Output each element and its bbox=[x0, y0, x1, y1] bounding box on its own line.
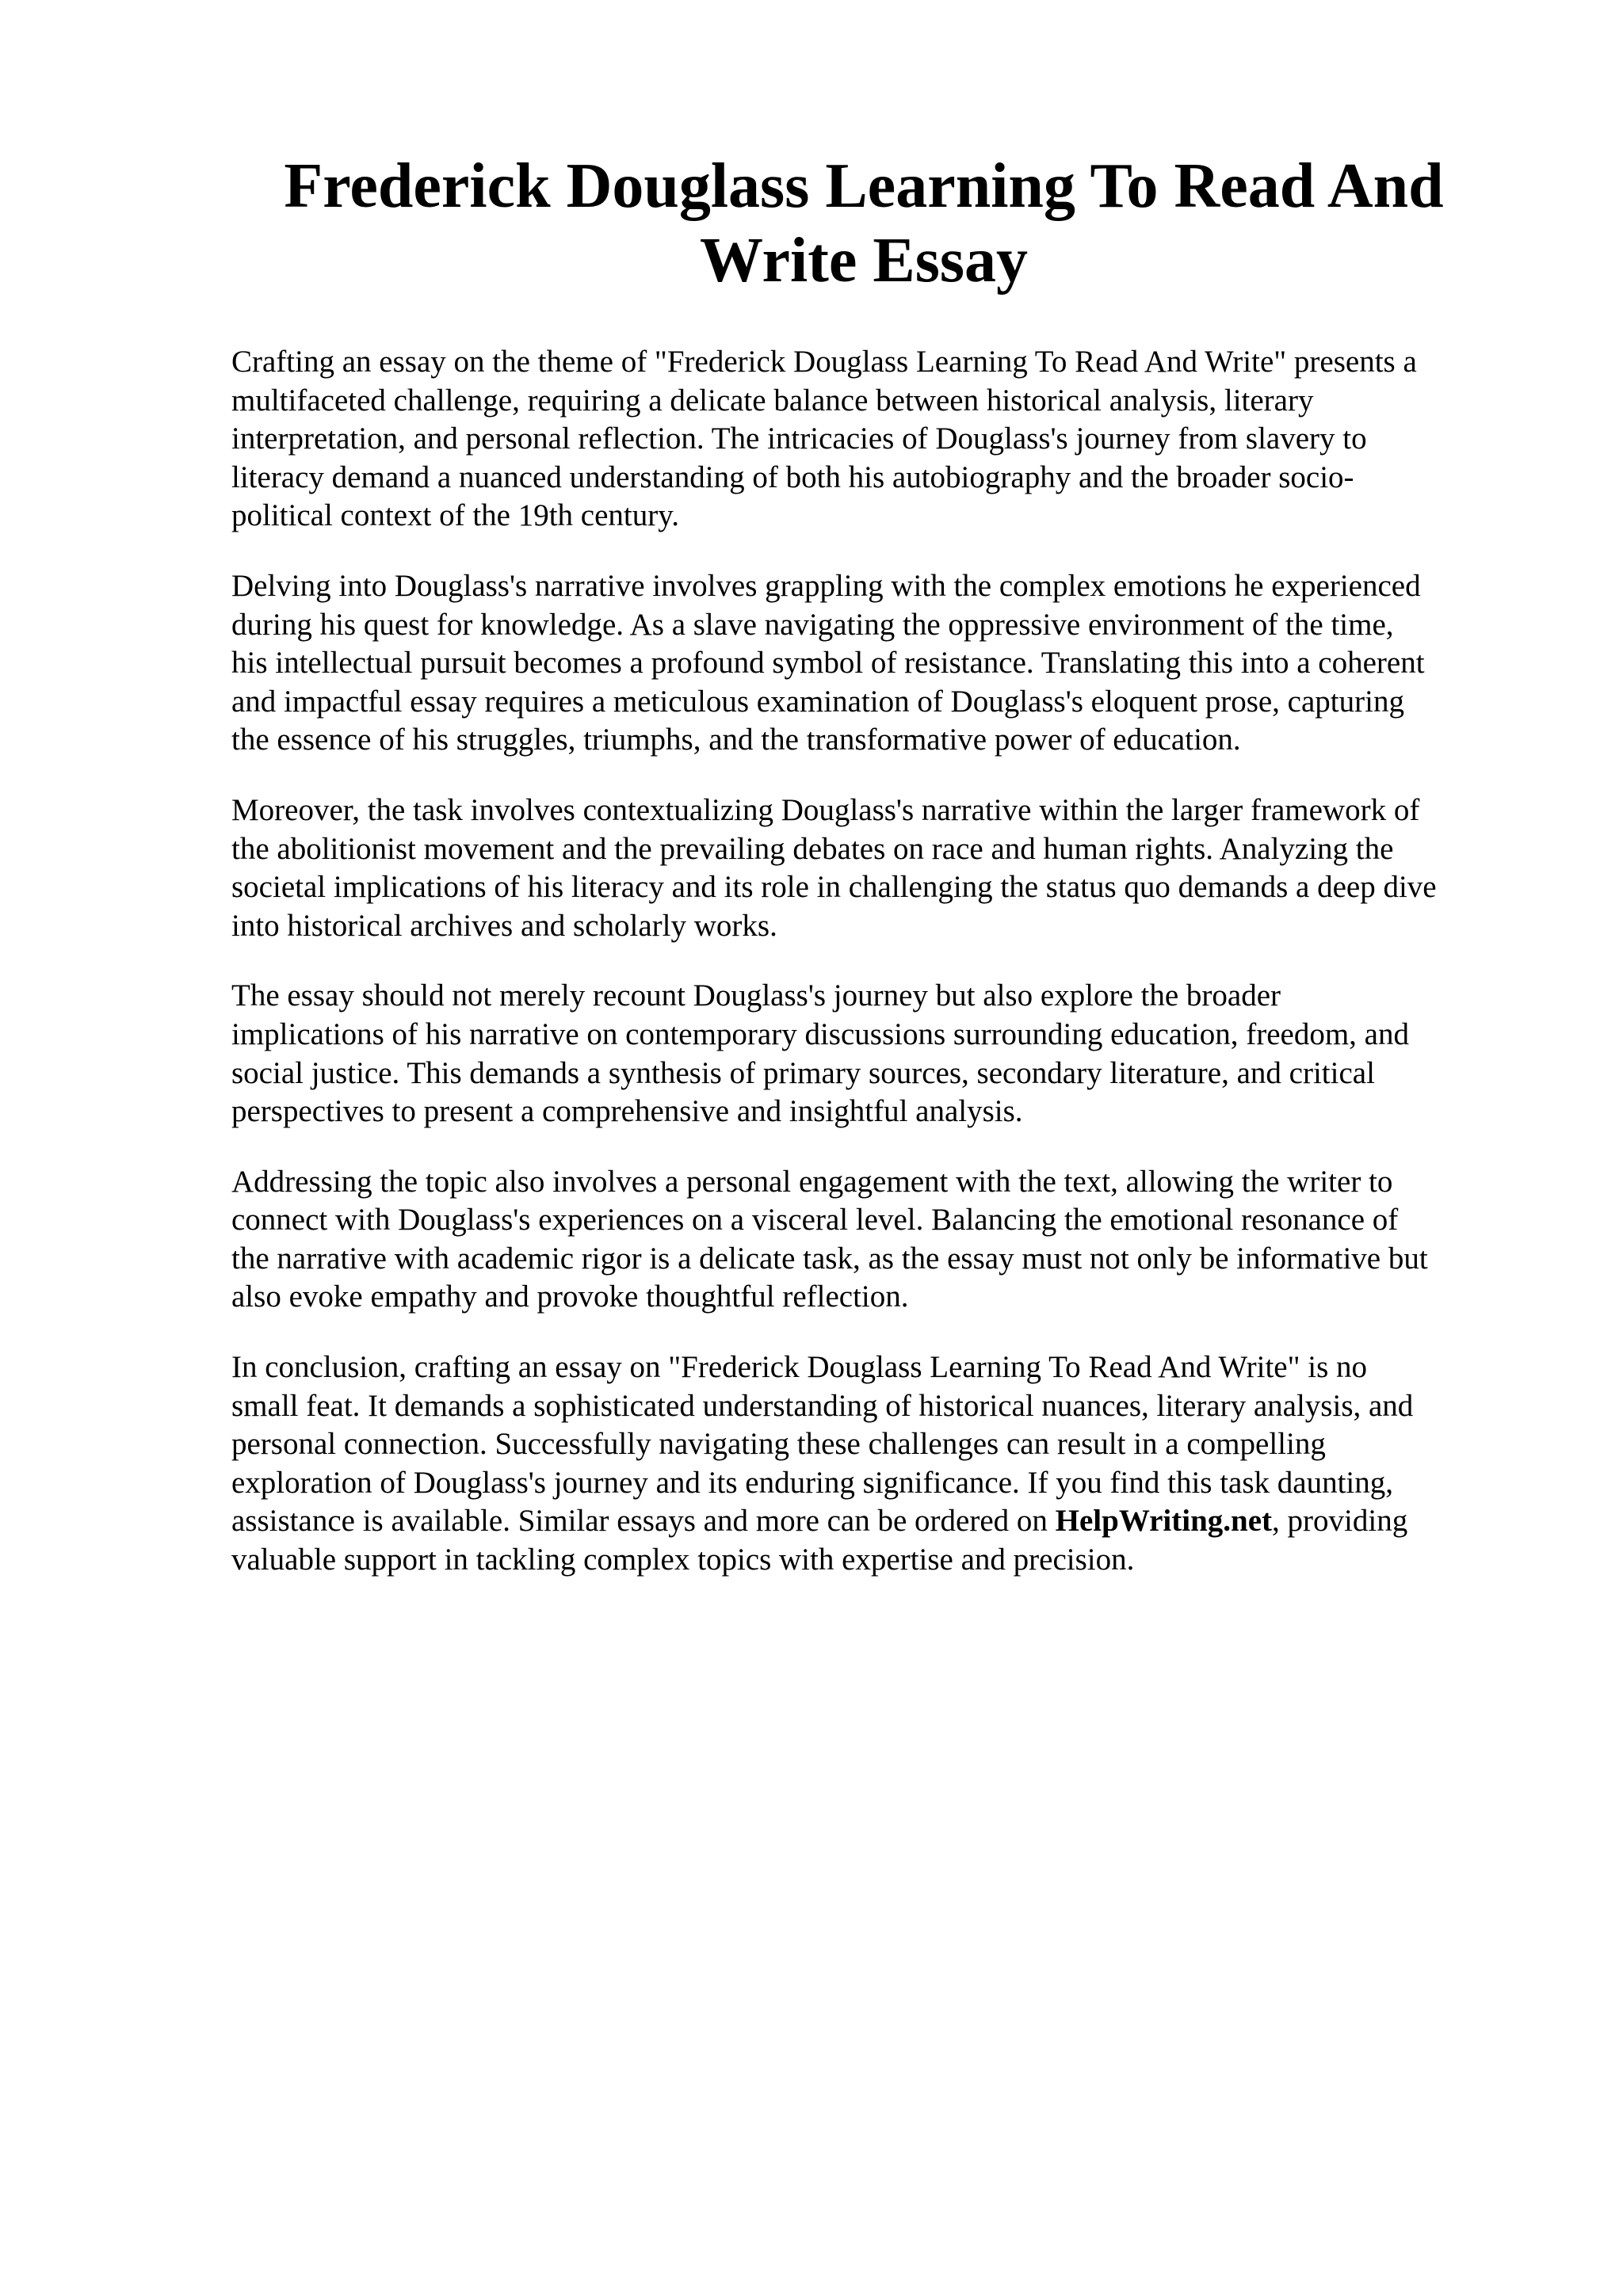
paragraph-line: the essence of his struggles, triumphs, and the transformative power of education. bbox=[231, 723, 1241, 757]
helpwriting-link[interactable]: HelpWriting.net bbox=[1055, 1504, 1273, 1539]
paragraph-line: also evoke empathy and provoke thoughtful reflection. bbox=[231, 1280, 909, 1314]
paragraph-line: social justice. This demands a synthesis of primary sources, secondary literature, and critical bbox=[231, 1055, 1375, 1090]
paragraph-line: small feat. It demands a sophisticated understanding of historical nuances, literary analysis, and bbox=[231, 1388, 1414, 1423]
link-lead-text: assistance is available. Similar essays and more can be ordered on bbox=[231, 1504, 1056, 1539]
paragraph-line: multifaceted challenge, requiring a delicate balance between historical analysis, literary bbox=[231, 383, 1314, 418]
paragraph-line: Moreover, the task involves contextualizing Douglass's narrative within the larger framework of bbox=[231, 792, 1420, 827]
paragraph-line: societal implications of his literacy and its role in challenging the status quo demands a deep dive bbox=[231, 870, 1437, 905]
paragraph-2 bbox=[231, 567, 1519, 760]
paragraph-line: Delving into Douglass's narrative involves grappling with the complex emotions he experienced bbox=[231, 568, 1421, 603]
paragraph-line: perspectives to present a comprehensive and insightful analysis. bbox=[231, 1094, 1023, 1129]
paragraph-line: and impactful essay requires a meticulous examination of Douglass's eloquent prose, capturing bbox=[231, 684, 1404, 719]
paragraph-line: the narrative with academic rigor is a delicate task, as the essay must not only be informative but bbox=[231, 1241, 1428, 1276]
paragraph-1 bbox=[231, 343, 1519, 536]
paragraph-line: Crafting an essay on the theme of "Frederick Douglass Learning To Read And Write" presents a bbox=[231, 345, 1417, 379]
paragraph-6 bbox=[231, 1348, 1519, 1580]
paragraph-line: The essay should not merely recount Douglass's journey but also explore the broader bbox=[231, 978, 1281, 1013]
paragraph-line: his intellectual pursuit becomes a profound symbol of resistance. Translating this into a coherent bbox=[231, 646, 1425, 681]
paragraph-line: the abolitionist movement and the prevailing debates on race and human rights. Analyzing the bbox=[231, 831, 1394, 866]
paragraph-5 bbox=[231, 1163, 1519, 1317]
document-body bbox=[231, 343, 1519, 1611]
paragraph-line-with-link bbox=[231, 1502, 1519, 1541]
document-title: Frederick Douglass Learning To Read And Write Essay bbox=[284, 151, 1444, 296]
paragraph-line: personal connection. Successfully navigating these challenges can result in a compelling bbox=[231, 1427, 1326, 1462]
paragraph-3 bbox=[231, 791, 1519, 945]
link-trail-text: , providing bbox=[1272, 1504, 1408, 1539]
paragraph-line: exploration of Douglass's journey and its enduring significance. If you find this task daunting, bbox=[231, 1465, 1394, 1500]
paragraph-line: Addressing the topic also involves a personal engagement with the text, allowing the writer to bbox=[231, 1164, 1393, 1199]
paragraph-line: into historical archives and scholarly works. bbox=[231, 908, 777, 943]
paragraph-line: connect with Douglass's experiences on a visceral level. Balancing the emotional resonance of bbox=[231, 1203, 1399, 1238]
paragraph-line: political context of the 19th century. bbox=[231, 498, 679, 533]
paragraph-4 bbox=[231, 977, 1519, 1131]
paragraph-line: In conclusion, crafting an essay on "Frederick Douglass Learning To Read And Write" is no bbox=[231, 1350, 1368, 1385]
paragraph-line: literacy demand a nuanced understanding of both his autobiography and the broader socio- bbox=[231, 460, 1354, 494]
paragraph-line: interpretation, and personal reflection. The intricacies of Douglass's journey from slavery to bbox=[231, 421, 1367, 456]
paragraph-line: during his quest for knowledge. As a slave navigating the oppressive environment of the time, bbox=[231, 607, 1394, 642]
paragraph-line: implications of his narrative on contemporary discussions surrounding education, freedom, and bbox=[231, 1016, 1409, 1051]
paragraph-line: valuable support in tackling complex topics with expertise and precision. bbox=[231, 1543, 1135, 1577]
